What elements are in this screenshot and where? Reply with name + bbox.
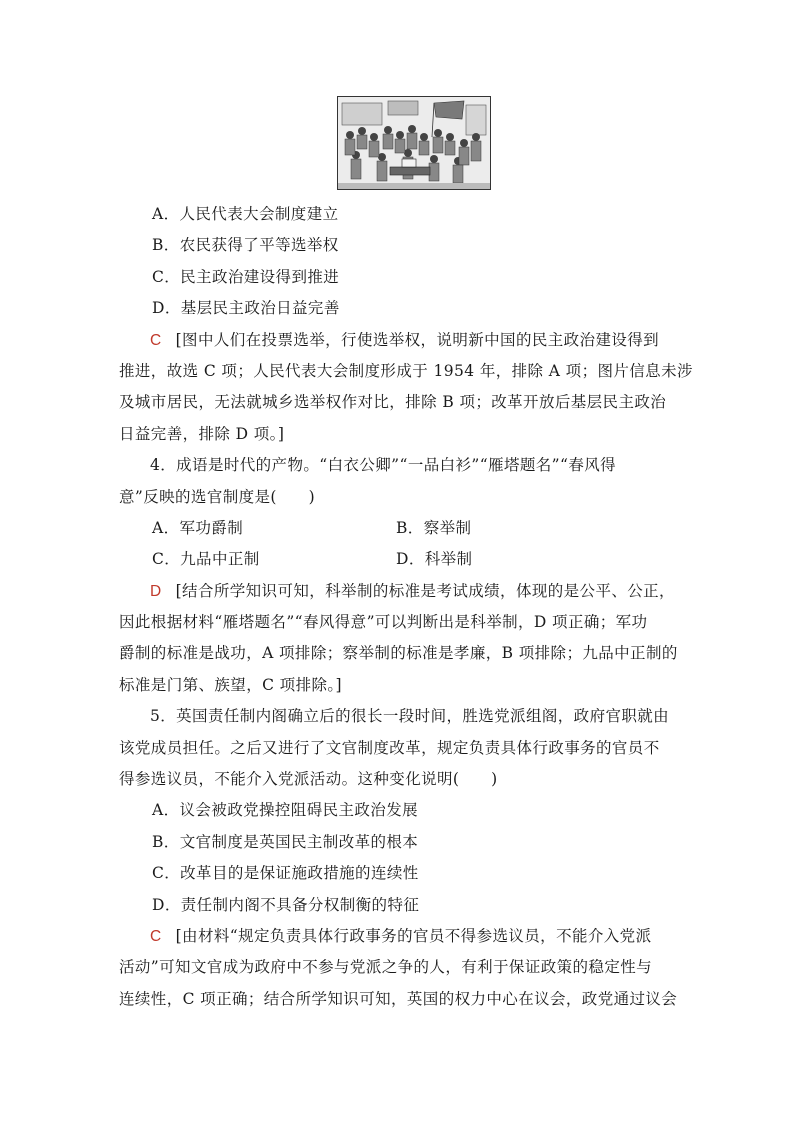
q5-option-a: A．议会被政党操控阻碍民主政治发展 xyxy=(152,801,418,820)
q5-option-d: D．责任制内阁不具备分权制衡的特征 xyxy=(152,895,420,914)
q4-option-b: B．察举制 xyxy=(396,518,472,537)
q4-options-row xyxy=(119,544,675,575)
q3-option-c: C．民主政治建设得到推进 xyxy=(152,267,340,286)
voting-crowd-image xyxy=(338,97,490,189)
q4-options-row xyxy=(119,513,675,544)
q4-option-c: C．九品中正制 xyxy=(152,550,260,569)
q4-explanation-text: [结合所学知识可知，科举制的标准是考试成绩，体现的是公平、公正， xyxy=(175,581,675,600)
q3-explanation-line xyxy=(119,325,675,356)
q5-explanation-line: 活动”可知文官成为政府中不参与党派之争的人，有利于保证政策的稳定性与 xyxy=(119,958,653,977)
q5-option-c: C．改革目的是保证施政措施的连续性 xyxy=(152,864,419,883)
q4-option-a: A．军功爵制 xyxy=(152,518,244,537)
q5-stem-line: 5．英国责任制内阁确立后的很长一段时间，胜选党派组阁，政府官职就由 xyxy=(150,707,670,726)
q5-stem-line: 该党成员担任。之后又进行了文官制度改革，规定负责具体行政事务的官员不 xyxy=(119,738,660,757)
q3-explanation-line: 日益完善，排除 D 项。] xyxy=(119,424,285,443)
q3-answer-key: C xyxy=(150,331,162,349)
q4-stem-line: 4．成语是时代的产物。“白衣公卿”“一品白衫”“雁塔题名”“春风得 xyxy=(150,456,617,475)
q4-option-d: D．科举制 xyxy=(396,550,473,569)
q3-option-b: B．农民获得了平等选举权 xyxy=(152,236,339,255)
q5-stem-line: 得参选议员，不能介入党派活动。这种变化说明( ) xyxy=(119,770,498,789)
q4-explanation-line: 因此根据材料“雁塔题名”“春风得意”可以判断出是科举制，D 项正确；军功 xyxy=(119,613,648,632)
q3-option-a: A．人民代表大会制度建立 xyxy=(152,205,339,223)
question-content xyxy=(119,199,693,1015)
q5-option-b: B．文官制度是英国民主制改革的根本 xyxy=(152,832,419,851)
q3-explanation-line: 及城市居民，无法就城乡选举权作对比，排除 B 项；改革开放后基层民主政治 xyxy=(119,393,667,412)
q4-explanation-line: 标准是门第、族望，C 项排除。] xyxy=(119,675,342,694)
q3-explanation-text: [图中人们在投票选举，行使选举权，说明新中国的民主政治建设得到 xyxy=(175,330,660,349)
voting-illustration xyxy=(337,96,491,190)
q4-stem-line: 意”反映的选官制度是( ) xyxy=(119,487,316,506)
q5-answer-key: C xyxy=(150,927,162,945)
q5-explanation-line xyxy=(119,921,675,952)
q5-explanation-line: 连续性，C 项正确；结合所学知识可知，英国的权力中心在议会，政党通过议会 xyxy=(119,989,678,1008)
q3-explanation-line: 推进，故选 C 项；人民代表大会制度形成于 1954 年，排除 A 项；图片信息未涉 xyxy=(119,361,693,380)
q4-explanation-line xyxy=(119,576,675,607)
q3-option-d: D．基层民主政治日益完善 xyxy=(152,299,340,318)
q4-explanation-line: 爵制的标准是战功，A 项排除；察举制的标准是孝廉，B 项排除；九品中正制的 xyxy=(119,644,678,663)
q5-explanation-text: [由材料“规定负责具体行政事务的官员不得参选议员，不能介入党派 xyxy=(175,926,652,945)
q4-answer-key: D xyxy=(150,582,162,600)
